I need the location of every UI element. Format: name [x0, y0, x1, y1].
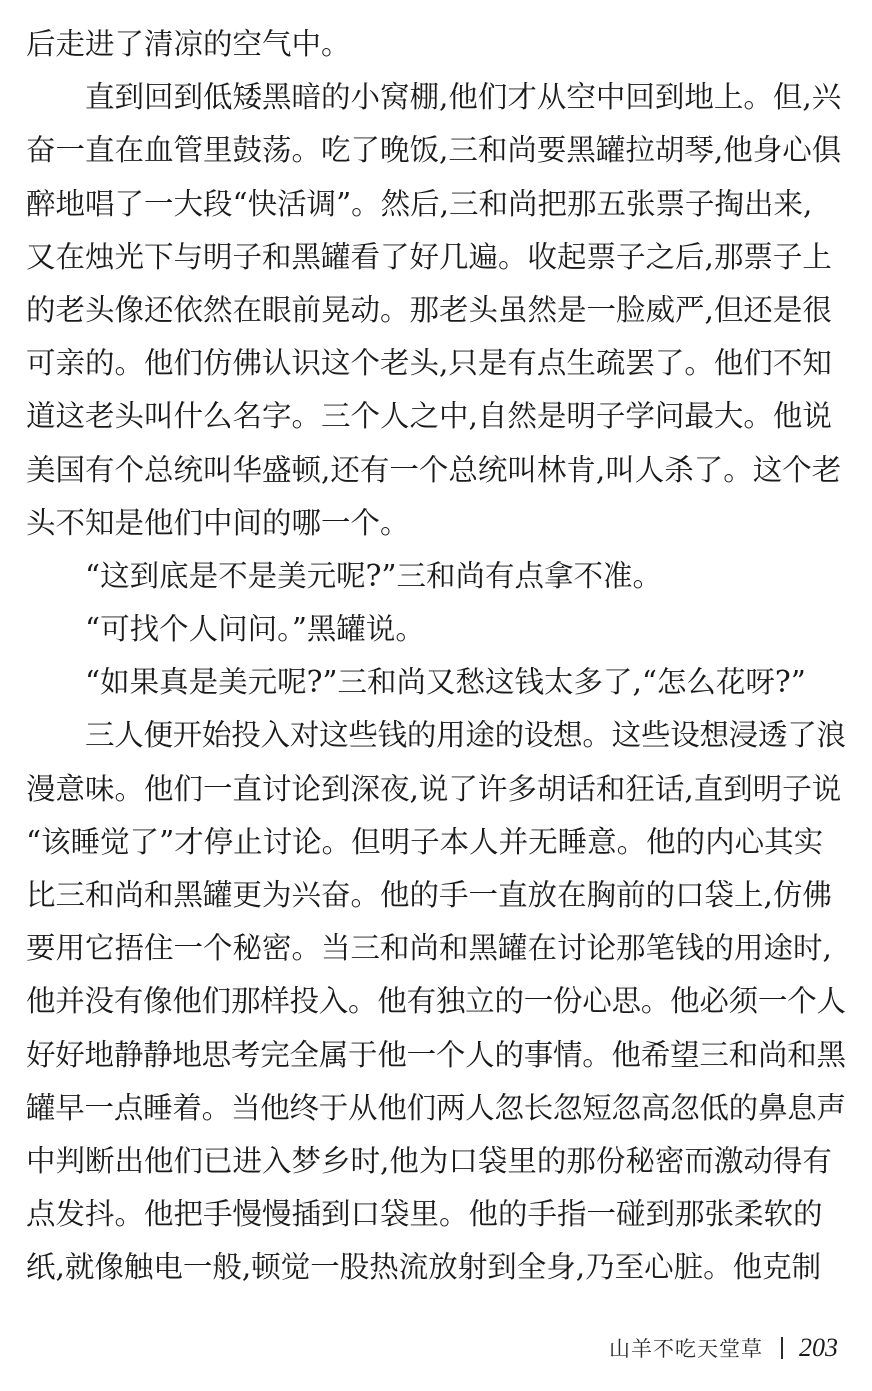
text-line: 罐早一点睡着。当他终于从他们两人忽长忽短忽高忽低的鼻息声 [26, 1090, 846, 1125]
text-line: “可找个人问问。”黑罐说。 [85, 612, 425, 647]
text-line: 要用它捂住一个秘密。当三和尚和黑罐在讨论那笔钱的用途时, [26, 931, 832, 966]
text-line: 中判断出他们已进入梦乡时,他为口袋里的那份秘密而激动得有 [26, 1143, 832, 1178]
page-number: 203 [799, 1333, 838, 1362]
text-line: 他并没有像他们那样投入。他有独立的一份心思。他必须一个人 [26, 984, 846, 1019]
text-line: “如果真是美元呢?”三和尚又愁这钱太多了,“怎么花呀?” [85, 665, 806, 700]
text-line: 的老头像还依然在眼前晃动。那老头虽然是一脸威严,但还是很 [26, 292, 832, 327]
running-title: 山羊不吃天堂草 [609, 1337, 763, 1361]
text-line: 道这老头叫什么名字。三个人之中,自然是明子学问最大。他说 [26, 399, 832, 434]
text-line: 又在烛光下与明子和黑罐看了好几遍。收起票子之后,那票子上 [26, 239, 832, 274]
text-line: “该睡觉了”才停止讨论。但明子本人并无睡意。他的内心其实 [26, 824, 824, 859]
text-line: 醉地唱了一大段“快活调”。然后,三和尚把那五张票子掏出来, [26, 186, 813, 221]
text-line: 漫意味。他们一直讨论到深夜,说了许多胡话和狂话,直到明子说 [26, 771, 842, 806]
footer-separator [781, 1337, 783, 1359]
body-text [26, 18, 846, 1295]
text-line: 奋一直在血管里鼓荡。吃了晚饭,三和尚要黑罐拉胡琴,他身心俱 [26, 133, 842, 168]
text-line: 美国有个总统叫华盛顿,还有一个总统叫林肯,叫人杀了。这个老 [26, 452, 842, 487]
text-line: 直到回到低矮黑暗的小窝棚,他们才从空中回到地上。但,兴 [85, 80, 842, 115]
text-line: 点发抖。他把手慢慢插到口袋里。他的手指一碰到那张柔软的 [26, 1197, 823, 1232]
text-line: 三人便开始投入对这些钱的用途的设想。这些设想浸透了浪 [85, 718, 846, 753]
text-line: 头不知是他们中间的哪一个。 [26, 505, 410, 540]
page-footer [609, 1330, 838, 1366]
text-line: 可亲的。他们仿佛认识这个老头,只是有点生疏罢了。他们不知 [26, 346, 832, 381]
text-line: 好好地静静地思考完全属于他一个人的事情。他希望三和尚和黑 [26, 1037, 846, 1072]
text-line: 纸,就像触电一般,顿觉一股热流放射到全身,乃至心脏。他克制 [26, 1250, 822, 1285]
text-line: 后走进了清凉的空气中。 [26, 27, 351, 61]
text-line: 比三和尚和黑罐更为兴奋。他的手一直放在胸前的口袋上,仿佛 [26, 878, 832, 912]
text-line: “这到底是不是美元呢?”三和尚有点拿不准。 [85, 558, 662, 593]
